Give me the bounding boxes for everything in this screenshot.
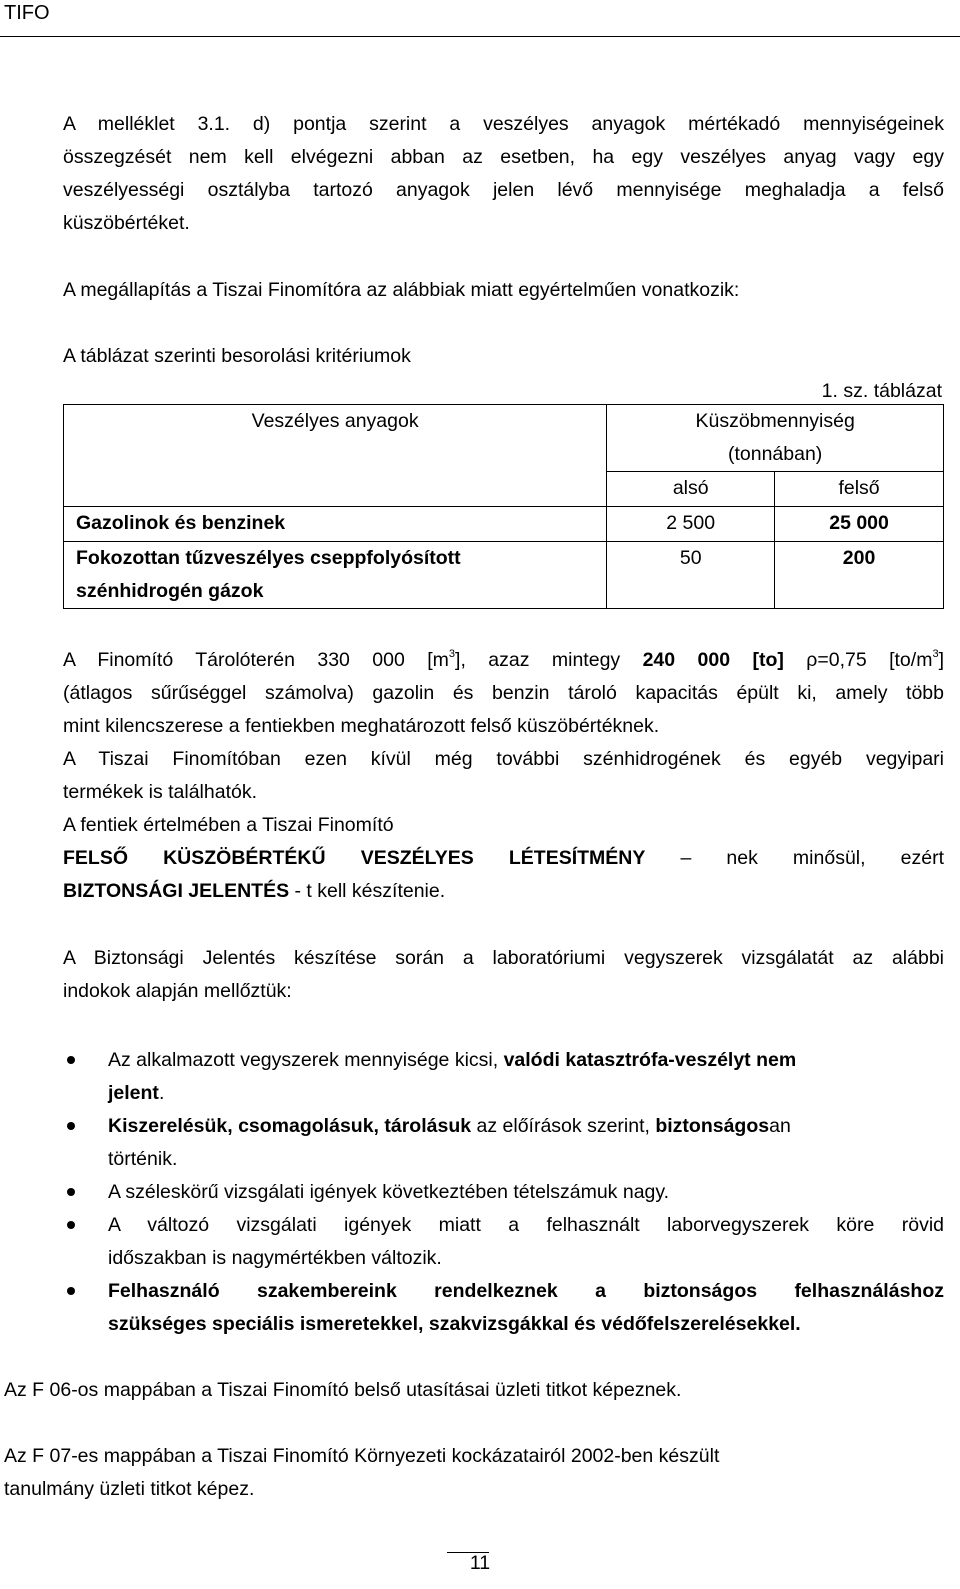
text-span: ρ=0,75 [to/m: [783, 649, 933, 671]
paragraph-line: [63, 875, 944, 908]
paragraph-line: A megállapítás a Tiszai Finomítóra az alábbiak miatt egyértelműen vonatkozik:: [63, 279, 740, 301]
list-item: [63, 1209, 944, 1275]
paragraph-f07: [4, 1440, 944, 1506]
superscript: 3: [932, 647, 939, 660]
row-name: Gazolinok és benzinek: [64, 507, 607, 542]
row-name-line2: szénhidrogén gázok: [76, 580, 264, 602]
paragraph-line: A táblázat szerinti besorolási kritériumok: [63, 345, 411, 367]
paragraph-line: (átlagos sűrűséggel számolva) gazolin és benzin tároló kapacitás épült ki, amely több: [63, 682, 944, 704]
bold-span: FELSŐ KÜSZÖBÉRTÉKŰ VESZÉLYES LÉTESÍTMÉNY: [63, 847, 646, 869]
bullet-icon: [67, 1221, 75, 1229]
header-upper: felső: [775, 472, 944, 507]
list-line: Felhasználó szakembereink rendelkeznek a biztonságos felhasználáshoz: [108, 1280, 944, 1302]
row-lower: 2 500: [607, 507, 775, 542]
text-span: ]: [938, 649, 944, 671]
paragraph-line: küszöbértéket.: [63, 212, 190, 234]
paragraph-line: [63, 644, 944, 677]
paragraph-f06: [4, 1374, 944, 1407]
list-line: történik.: [108, 1148, 178, 1170]
bold-span: 240 000 [to]: [642, 649, 784, 671]
paragraph-line: A Tiszai Finomítóban ezen kívül még további szénhidrogének és egyéb vegyipari: [63, 748, 944, 770]
paragraph-other-products: [63, 743, 944, 809]
paragraph-line: Az F 07-es mappában a Tiszai Finomító Környezeti kockázatairól 2002-ben készült: [4, 1445, 720, 1467]
bold-span: valódi katasztrófa-veszélyt nem: [503, 1049, 797, 1071]
bullet-icon: [67, 1122, 75, 1130]
list-line: időszakban is nagymértékben változik.: [108, 1247, 442, 1269]
paragraph-line: Az F 06-os mappában a Tiszai Finomító belső utasításai üzleti titkot képeznek.: [4, 1379, 682, 1401]
list-item: [63, 1044, 944, 1110]
bold-span: jelent: [108, 1082, 159, 1104]
page-number: 11: [469, 1552, 491, 1574]
paragraph-line: összegzését nem kell elvégezni abban az esetben, ha egy veszélyes anyag vagy egy: [63, 146, 944, 168]
criteria-table: [63, 404, 944, 609]
paragraph-line: termékek is találhatók.: [63, 781, 258, 803]
table-row: [64, 507, 944, 542]
superscript: 3: [448, 647, 456, 660]
paragraph-line: A fentiek értelmében a Tiszai Finomító: [63, 814, 394, 836]
paragraph-line: A Biztonsági Jelentés készítése során a laboratóriumi vegyszerek vizsgálatát az alábbi: [63, 947, 944, 969]
reasons-list: [63, 1044, 944, 1341]
list-item: [63, 1176, 944, 1209]
text-span: az előírások szerint,: [471, 1115, 656, 1137]
list-item: [63, 1275, 944, 1341]
row-name-line1: Fokozottan tűzveszélyes cseppfolyósított: [76, 547, 461, 569]
paragraph-line: indokok alapján mellőztük:: [63, 980, 292, 1002]
paragraph-intro: [63, 108, 944, 240]
header-threshold: [607, 405, 944, 472]
bullet-icon: [67, 1287, 75, 1295]
header-threshold-line1: Küszöbmennyiség: [695, 410, 855, 432]
paragraph-line: A melléklet 3.1. d) pontja szerint a veszélyes anyagok mértékadó mennyiségeinek: [63, 113, 944, 135]
list-line: szükséges speciális ismeretekkel, szakvizsgákkal és védőfelszerelésekkel.: [108, 1313, 801, 1335]
row-upper: 25 000: [775, 507, 944, 542]
list-line: A változó vizsgálati igények miatt a felhasznált laborvegyszerek köre rövid: [108, 1214, 944, 1236]
list-item: [63, 1110, 944, 1176]
bullet-icon: [67, 1056, 75, 1064]
paragraph-lab-chemicals: [63, 942, 944, 1008]
header-substance: [64, 405, 607, 507]
row-lower: 50: [607, 542, 775, 609]
bold-span: biztonságos: [655, 1115, 770, 1137]
paragraph-line: [63, 842, 944, 875]
paragraph-table-intro: [63, 340, 944, 373]
text-span: A Finomító Tárolóterén 330 000 [m: [63, 649, 449, 671]
text-span: an: [769, 1115, 791, 1137]
header-threshold-line2: (tonnában): [727, 443, 823, 465]
list-line: [108, 1044, 944, 1077]
bullet-icon: [67, 1188, 75, 1196]
text-span: - t kell készítenie.: [289, 880, 446, 902]
paragraph-capacity: [63, 644, 944, 743]
paragraph-line: mint kilencszerese a fentiekben meghatározott felső küszöbértéknek.: [63, 715, 660, 737]
header-substance-label: Veszélyes anyagok: [251, 410, 419, 432]
paragraph-line: veszélyességi osztályba tartozó anyagok jelen lévő mennyisége meghaladja a felső: [63, 179, 944, 201]
text-span: Az alkalmazott vegyszerek mennyisége kicsi,: [108, 1049, 504, 1071]
paragraph-statement: [63, 274, 944, 307]
row-upper: 200: [775, 542, 944, 609]
row-name: [64, 542, 607, 609]
paragraph-line: tanulmány üzleti titkot képez.: [4, 1478, 255, 1500]
bold-span: Kiszerelésük, csomagolásuk, tárolásuk: [108, 1115, 472, 1137]
list-line: A széleskörű vizsgálati igények következtében tételszámuk nagy.: [108, 1181, 670, 1203]
bold-span: BIZTONSÁGI JELENTÉS: [63, 880, 290, 902]
header-title: TIFO: [4, 2, 50, 24]
list-line: [108, 1110, 944, 1143]
text-span: .: [158, 1082, 165, 1104]
table-caption: 1. sz. táblázat: [821, 380, 942, 402]
header-lower: alsó: [607, 472, 775, 507]
list-line: [108, 1077, 944, 1110]
table-row: [64, 542, 944, 609]
text-span: ], azaz mintegy: [455, 649, 643, 671]
page-header: [0, 0, 960, 37]
text-span: – nek minősül, ezért: [645, 847, 944, 869]
paragraph-conclusion: [63, 809, 944, 908]
